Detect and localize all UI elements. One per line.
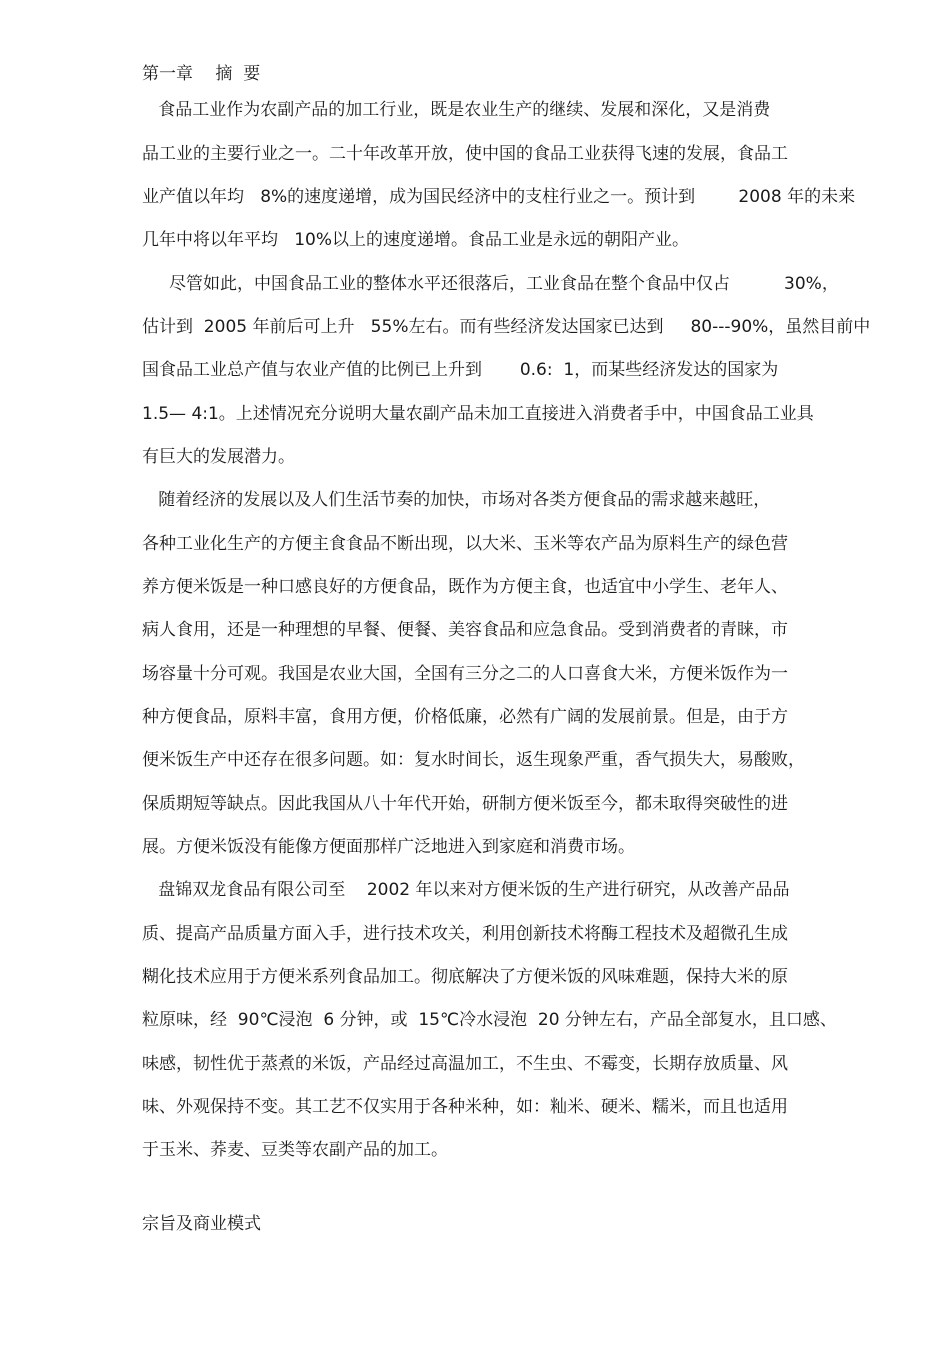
paragraph-3-line: 保质期短等缺点。因此我国从八十年代开始，研制方便米饭至今，都未取得突破性的进: [142, 794, 788, 814]
section-heading: 宗旨及商业模式: [142, 1214, 261, 1234]
paragraph-2-line: 估计到 2005 年前后可上升 55%左右。而有些经济发达国家已达到 80---90%，虽然目前中: [142, 317, 871, 337]
chapter-heading: 第一章 摘 要: [142, 64, 261, 84]
paragraph-2-line: 有巨大的发展潜力。: [142, 447, 295, 467]
paragraph-4-line: 盘锦双龙食品有限公司至 2002 年以来对方便米饭的生产进行研究，从改善产品品: [142, 880, 790, 900]
paragraph-4-line: 味、外观保持不变。其工艺不仅实用于各种米种，如：籼米、硬米、糯米，而且也适用: [142, 1097, 788, 1117]
paragraph-3-line: 便米饭生产中还存在很多问题。如：复水时间长，返生现象严重，香气损失大，易酸败，: [142, 750, 805, 770]
paragraph-3-line: 展。方便米饭没有能像方便面那样广泛地进入到家庭和消费市场。: [142, 837, 635, 857]
paragraph-3-line: 养方便米饭是一种口感良好的方便食品，既作为方便主食，也适宜中小学生、老年人、: [142, 577, 788, 597]
paragraph-4-line: 味感，韧性优于蒸煮的米饭，产品经过高温加工，不生虫、不霉变，长期存放质量、风: [142, 1054, 788, 1074]
paragraph-1-line: 几年中将以年平均 10%以上的速度递增。食品工业是永远的朝阳产业。: [142, 230, 689, 250]
paragraph-1-line: 品工业的主要行业之一。二十年改革开放，使中国的食品工业获得飞速的发展，食品工: [142, 144, 788, 164]
paragraph-3-line: 种方便食品，原料丰富，食用方便，价格低廉，必然有广阔的发展前景。但是，由于方: [142, 707, 788, 727]
paragraph-4-line: 质、提高产品质量方面入手，进行技术攻关，利用创新技术将酶工程技术及超微孔生成: [142, 924, 788, 944]
paragraph-1-line: 食品工业作为农副产品的加工行业，既是农业生产的继续、发展和深化，又是消费: [142, 100, 771, 120]
paragraph-3-line: 随着经济的发展以及人们生活节奏的加快，市场对各类方便食品的需求越来越旺，: [142, 490, 771, 510]
paragraph-2-line: 1.5— 4:1。上述情况充分说明大量农副产品未加工直接进入消费者手中，中国食品工业具: [142, 404, 814, 424]
paragraph-1-line: 业产值以年均 8%的速度递增，成为国民经济中的支柱行业之一。预计到 2008 年的未来: [142, 187, 856, 207]
paragraph-3-line: 各种工业化生产的方便主食食品不断出现，以大米、玉米等农产品为原料生产的绿色营: [142, 534, 788, 554]
paragraph-2-line: 尽管如此，中国食品工业的整体水平还很落后，工业食品在整个食品中仅占 30%，: [142, 274, 839, 294]
paragraph-4-line: 粒原味，经 90℃浸泡 6 分钟，或 15℃冷水浸泡 20 分钟左右，产品全部复水，且口感、: [142, 1010, 837, 1030]
paragraph-3-line: 病人食用，还是一种理想的早餐、便餐、美容食品和应急食品。受到消费者的青睐，市: [142, 620, 788, 640]
paragraph-2-line: 国食品工业总产值与农业产值的比例已上升到 0.6: 1，而某些经济发达的国家为: [142, 360, 779, 380]
paragraph-4-line: 糊化技术应用于方便米系列食品加工。彻底解决了方便米饭的风味难题，保持大米的原: [142, 967, 788, 987]
paragraph-4-line: 于玉米、荞麦、豆类等农副产品的加工。: [142, 1140, 448, 1160]
paragraph-3-line: 场容量十分可观。我国是农业大国，全国有三分之二的人口喜食大米，方便米饭作为一: [142, 664, 788, 684]
